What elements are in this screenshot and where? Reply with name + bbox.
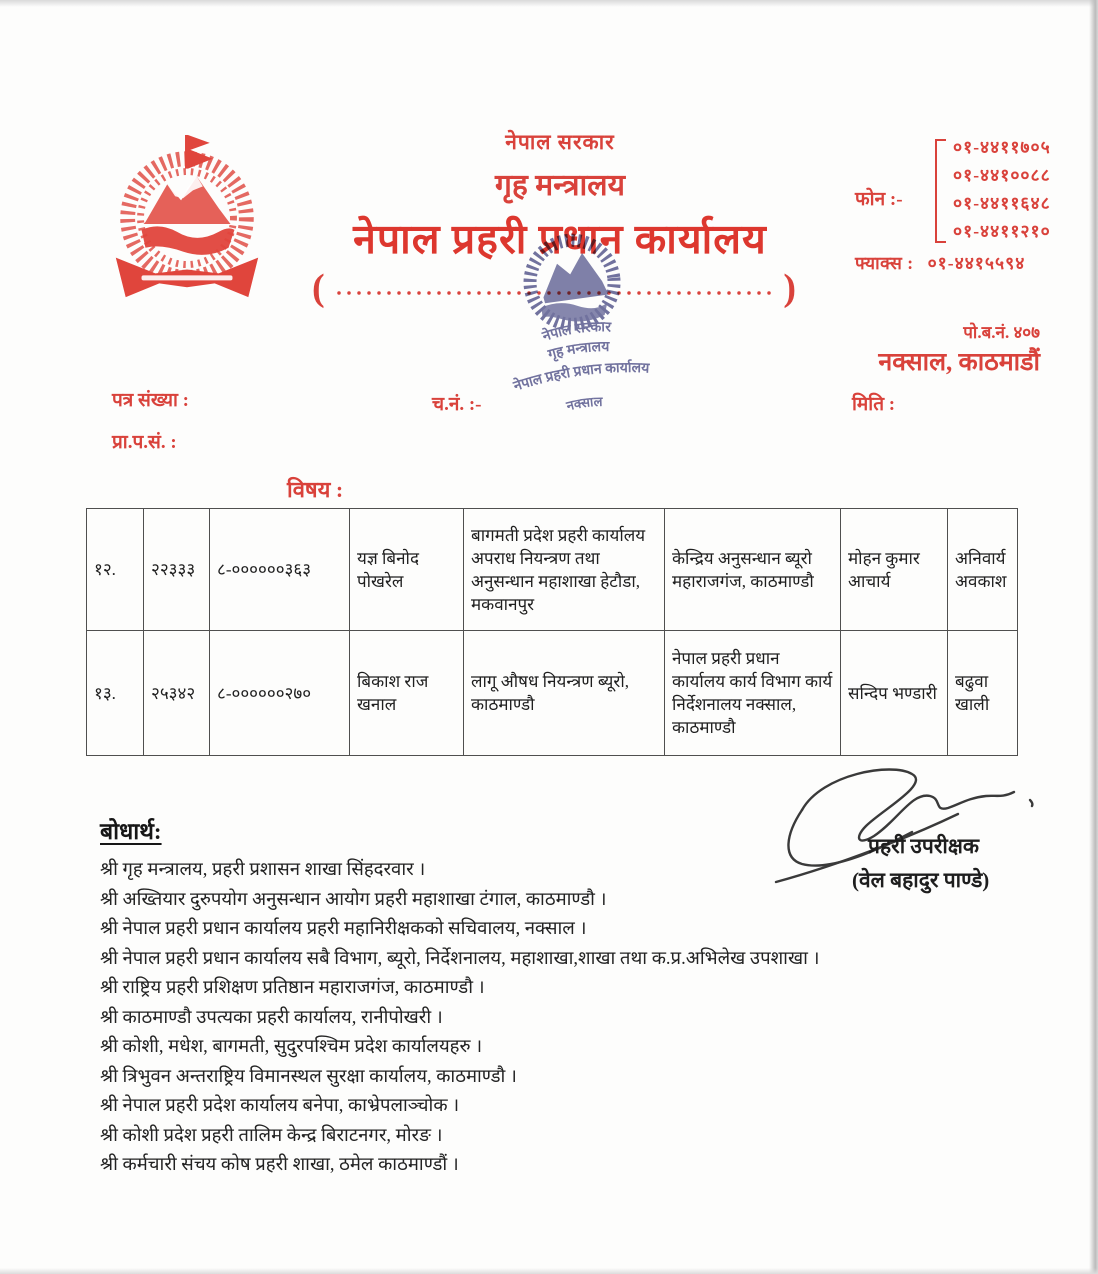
open-paren: ( (312, 267, 325, 309)
table-cell-current-office: बागमती प्रदेश प्रहरी कार्यालय अपराध नियन्त्रण तथा अनुसन्धान महाशाखा हेटौडा, मकवानपुर (464, 509, 665, 631)
table-cell-number: २२३३३ (144, 509, 210, 631)
fax-number: ०१-४४१५५९४ (927, 253, 1026, 273)
svg-text:नक्साल: नक्साल (564, 393, 603, 414)
cc-item: श्री नेपाल प्रहरी प्रधान कार्यालय सबै विभाग, ब्यूरो, निर्देशनालय, महाशाखा,शाखा तथा क.प्र.अभिलेख उपशाखा । (100, 948, 820, 969)
cc-item: श्री नेपाल प्रहरी प्रधान कार्यालय प्रहरी महानिरीक्षकको सचिवालय, नक्साल । (100, 919, 587, 939)
table-row (87, 631, 1018, 756)
svg-text:गृह मन्त्रालय: गृह मन्त्रालय (546, 339, 610, 364)
phone-number: ०१-४४११२१० (953, 221, 1051, 241)
phone-bracket (935, 139, 946, 243)
cc-item: श्री कोशी, मधेश, बागमती, सुदुरपश्चिम प्रदेश कार्यालयहरु । (100, 1037, 483, 1057)
cc-item: श्री त्रिभुवन अन्तराष्ट्रिय विमानस्थल सुरक्षा कार्यालय, काठमाण्डौ । (100, 1066, 517, 1087)
table-cell-number: २५३४२ (144, 631, 210, 756)
date-label: मिति : (852, 394, 896, 415)
office-address: नक्साल, काठमाडौं (878, 349, 1040, 376)
table-cell-reason: अनिवार्य अवकाश (948, 509, 1018, 631)
cc-item: श्री काठमाण्डौ उपत्यका प्रहरी कार्यालय, रानीपोखरी । (100, 1007, 443, 1028)
po-box-number: पो.ब.नं. ४०७ (963, 323, 1040, 342)
letterhead-office-title: नेपाल प्रहरी प्रधान कार्यालय (353, 216, 767, 262)
table-cell-badge: ८-००००००३६३ (210, 509, 350, 631)
cc-item: श्री नेपाल प्रहरी प्रदेश कार्यालय बनेपा, काभ्रेपलाञ्चोक । (100, 1096, 460, 1116)
dispatch-number-label: च.नं. :- (432, 394, 482, 415)
fax-label: फ्याक्स : (855, 253, 914, 273)
letter-number-label: पत्र संख्या : (112, 390, 190, 411)
table-cell-replacement: सन्दिप भण्डारी (841, 631, 948, 756)
letterhead-government: नेपाल सरकार (505, 130, 615, 154)
table-cell-reason: बढुवा खाली (948, 631, 1018, 756)
office-seal-stamp (441, 210, 712, 450)
cc-heading: बोधार्थ: (100, 819, 162, 844)
cc-item: श्री कर्मचारी संचय कोष प्रहरी शाखा, ठमेल काठमाण्डौं । (100, 1155, 459, 1175)
close-paren: ) (783, 267, 796, 309)
cc-item: श्री अख्तियार दुरुपयोग अनुसन्धान आयोग प्रहरी महाशाखा टंगाल, काठमाण्डौ । (100, 889, 607, 910)
phone-number: ०१-४४११६४८ (953, 193, 1051, 213)
cc-item: श्री कोशी प्रदेश प्रहरी तालिम केन्द्र बिराटनगर, मोरङ । (100, 1125, 443, 1146)
table-cell-name: बिकाश राज खनाल (350, 631, 464, 756)
cc-section (100, 814, 860, 1181)
fax-line (855, 251, 1065, 275)
signatory-title: प्रहरी उपरीक्षक (868, 834, 980, 858)
scan-edge-bottom (0, 1268, 1098, 1274)
phone-label: फोन :- (855, 189, 903, 210)
table-cell-new-office: नेपाल प्रहरी प्रधान कार्यालय कार्य विभाग कार्य निर्देशनालय नक्साल, काठमाण्डौ (665, 631, 841, 756)
table-cell-current-office: लागू औषध नियन्त्रण ब्यूरो, काठमाण्डौ (464, 631, 665, 756)
phone-number-list (953, 133, 1051, 245)
signatory-name: (वेल बहादुर पाण्डे) (852, 868, 990, 892)
scan-edge-top (0, 0, 1098, 7)
table-cell-new-office: केन्द्रिय अनुसन्धान ब्यूरो महाराजगंज, काठमाण्डौ (665, 509, 841, 631)
svg-text:नेपाल सरकार: नेपाल सरकार (540, 320, 612, 345)
table-cell-replacement: मोहन कुमार आचार्य (841, 509, 948, 631)
nepal-government-crest-icon (98, 126, 276, 320)
phone-number: ०१-४४११७०५ (953, 137, 1051, 157)
letterhead-ministry: गृह मन्त्रालय (494, 169, 626, 202)
table-cell-name: यज्ञ बिनोद पोखरेल (350, 509, 464, 631)
cc-item: श्री राष्ट्रिय प्रहरी प्रशिक्षण प्रतिष्ठान महाराजगंज, काठमाण्डौ । (100, 978, 485, 998)
personnel-transfer-table (86, 508, 1018, 756)
table-cell-serial: १२. (87, 509, 144, 631)
table-row (87, 509, 1018, 631)
pra-pa-sa-label: प्रा.प.सं. : (112, 432, 177, 453)
svg-text:नेपाल प्रहरी प्रधान कार्यालय: नेपाल प्रहरी प्रधान कार्यालय (511, 361, 650, 395)
cc-item: श्री गृह मन्त्रालय, प्रहरी प्रशासन शाखा सिंहदरवार । (100, 860, 426, 880)
scan-edge-right (1089, 0, 1098, 1274)
table-cell-serial: १३. (87, 631, 144, 756)
phone-number: ०१-४४१००८८ (953, 165, 1051, 185)
table-cell-badge: ८-००००००२७० (210, 631, 350, 756)
subject-label: विषय : (287, 477, 344, 502)
